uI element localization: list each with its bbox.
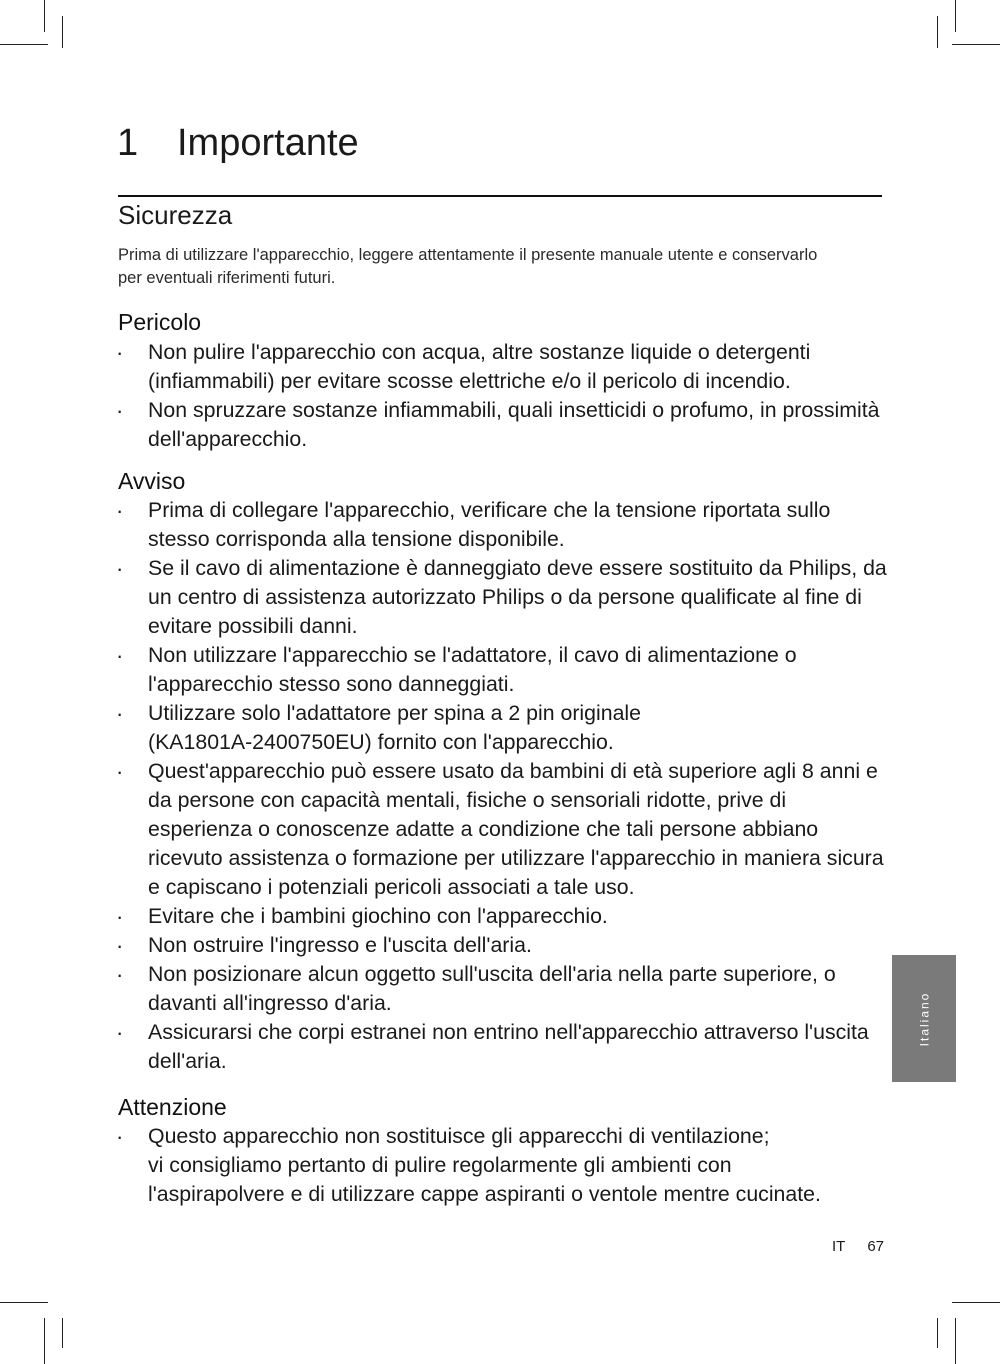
list-item: · Quest'apparecchio può essere usato da bambini di età superiore agli 8 anni e da persone con capacità mentali, fisiche o sensoriali ridotte, prive di esperienza o conoscenze adatte a condizione che tali persone abbiano ricevuto assistenza o formazione per utilizzare l'apparecchio in maniera sicura e capiscano i potenziali pericoli associati a tale uso.	[118, 757, 888, 902]
chapter-heading	[117, 122, 359, 165]
list-item: · Non ostruire l'ingresso e l'uscita dell'aria.	[118, 931, 888, 960]
section-title: Sicurezza	[118, 200, 233, 230]
avviso-heading: Avviso	[118, 468, 186, 494]
language-side-tab	[892, 955, 956, 1082]
crop-mark	[952, 1302, 1000, 1303]
list-item: · Prima di collegare l'apparecchio, verificare che la tensione riportata sullo stesso corrisponda alla tensione disponibile.	[118, 496, 888, 554]
language-tab-label: Italiano	[916, 991, 931, 1046]
page-footer	[832, 1238, 884, 1255]
crop-mark	[44, 0, 45, 32]
pericolo-list	[118, 338, 888, 454]
crop-mark	[952, 44, 1000, 45]
list-item: · Non pulire l'apparecchio con acqua, altre sostanze liquide o detergenti (infiammabili) per evitare scosse elettriche e/o il pericolo di incendio.	[118, 338, 888, 396]
list-item: · Non utilizzare l'apparecchio se l'adattatore, il cavo di alimentazione o l'apparecchio stesso sono danneggiati.	[118, 641, 888, 699]
crop-mark	[937, 16, 938, 48]
list-item-line: · Questo apparecchio non sostituisce gli apparecchi di ventilazione;	[148, 1124, 770, 1148]
crop-mark	[0, 1302, 48, 1303]
list-item: · Assicurarsi che corpi estranei non entrino nell'apparecchio attraverso l'uscita dell'aria.	[118, 1018, 888, 1076]
page-number: 67	[867, 1238, 884, 1255]
chapter-number: 1	[117, 122, 139, 164]
list-item: · Evitare che i bambini giochino con l'apparecchio.	[118, 902, 888, 931]
list-item-line: l'aspirapolvere e di utilizzare cappe aspiranti o ventole mentre cucinate.	[148, 1182, 821, 1206]
list-item-line: · Utilizzare solo l'adattatore per spina a 2 pin originale	[148, 701, 641, 725]
crop-mark	[937, 1318, 938, 1348]
crop-mark	[62, 16, 63, 48]
list-item: · Non posizionare alcun oggetto sull'uscita dell'aria nella parte superiore, o davanti all'ingresso d'aria.	[118, 960, 888, 1018]
crop-mark	[62, 1318, 63, 1348]
list-item: · Non spruzzare sostanze infiammabili, quali insetticidi o profumo, in prossimità dell'apparecchio.	[118, 396, 888, 454]
avviso-list	[118, 496, 888, 1076]
intro-paragraph: Prima di utilizzare l'apparecchio, leggere attentamente il presente manuale utente e conservarlo per eventuali riferimenti futuri.	[118, 246, 818, 287]
list-item: · Se il cavo di alimentazione è danneggiato deve essere sostituito da Philips, da un centro di assistenza autorizzato Philips o da persone qualificate al fine di evitare possibili danni.	[118, 554, 888, 641]
list-item-line: vi consigliamo pertanto di pulire regolarmente gli ambienti con	[148, 1153, 732, 1177]
list-item-line: (KA1801A-2400750EU) fornito con l'apparecchio.	[148, 730, 614, 754]
footer-language: IT	[831, 1238, 846, 1255]
attenzione-list	[118, 1122, 888, 1209]
crop-mark	[955, 0, 956, 32]
pericolo-heading: Pericolo	[118, 309, 202, 335]
list-item	[118, 1122, 888, 1209]
crop-mark	[44, 1318, 45, 1364]
heading-rule	[118, 195, 882, 197]
crop-mark	[955, 1318, 956, 1364]
crop-mark	[0, 44, 48, 45]
attenzione-heading: Attenzione	[118, 1094, 227, 1120]
chapter-title: Importante	[177, 122, 359, 164]
list-item	[118, 699, 888, 757]
